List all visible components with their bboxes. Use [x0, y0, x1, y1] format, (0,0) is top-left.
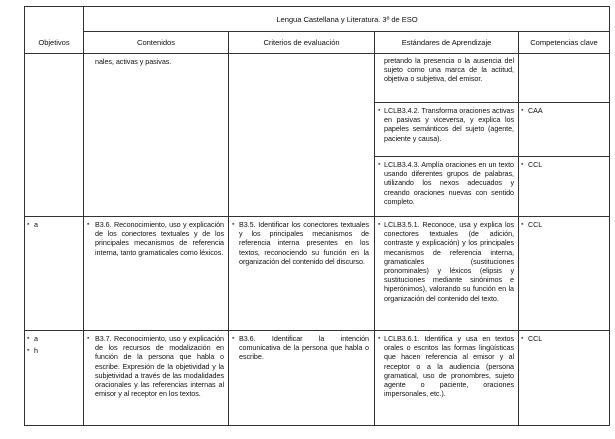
contenido-text: nales, activas y pasivas. — [95, 57, 172, 66]
bullet-icon: ▪ — [378, 221, 381, 228]
objetivo-text: a — [34, 334, 38, 343]
standard-divider — [374, 102, 610, 103]
competencia-text: CCL — [528, 220, 543, 229]
column-header-estandares: Estándares de Aprendizaje — [401, 38, 492, 47]
estandar-text: LCLB3.5.1. Reconoce, usa y explica los conectores textuales (de adición, contraste y explicación) y los principales mecanismos de referencia interna, gramaticales (sustituciones pronominales) y léxicos (elipsis y sustituciones mediante sinónimos e hiperónimos), valorando su función en la organización del contenido del texto. — [384, 220, 514, 303]
criterio-text: B3.5. Identificar los conectores textuales y los principales mecanismos de referencia interna presentes en los textos, reconociendo su función en la organización del contenido del discurso. — [239, 220, 369, 266]
row-divider — [24, 216, 610, 217]
bullet-icon: ▪ — [27, 335, 30, 342]
contenido-text: B3.6. Reconocimiento, uso y explicación de los conectores textuales y de los principales mecanismos de referencia interna, tanto gramaticales como léxicos. — [95, 220, 224, 257]
column-divider — [518, 31, 519, 426]
table-title: Lengua Castellana y Literatura. 3º de ESO — [276, 15, 418, 24]
competencia-text: CCL — [528, 334, 543, 343]
table-border-bottom — [24, 425, 610, 426]
bullet-icon: ▪ — [521, 107, 524, 114]
curriculum-table — [24, 6, 610, 426]
bullet-icon: ▪ — [232, 221, 235, 228]
bullet-icon: ▪ — [378, 335, 381, 342]
competencia-text: CCL — [528, 160, 543, 169]
bullet-icon: ▪ — [27, 347, 30, 354]
bullet-icon: ▪ — [378, 107, 381, 114]
header-divider — [83, 31, 610, 32]
contenido-text: B3.7. Reconocimiento, uso y explicación de los recursos de modalización en función de la persona que habla o escribe. Expresión de la objetividad y la subjetividad a través de las modalidades oracionales y las referencias internas al emisor y al receptor en los textos. — [95, 334, 224, 399]
bullet-icon: ▪ — [27, 221, 30, 228]
objetivo-text: h — [34, 346, 38, 355]
bullet-icon: ▪ — [521, 335, 524, 342]
column-header-objetivos: Objetivos — [38, 38, 70, 47]
objetivo-text: a — [34, 220, 38, 229]
estandar-text: pretando la presencia o la ausencia del sujeto como una marca de la actitud, objetiva o subjetiva, del emisor. — [384, 56, 514, 84]
column-divider — [228, 31, 229, 426]
bullet-icon: ▪ — [378, 161, 381, 168]
estandar-text: LCLB3.6.1. Identifica y usa en textos orales o escritos las formas lingüísticas que hacen referencia al emisor y al receptor o a la audiencia (persona gramatical, uso de pronombres, sujeto agente o paciente, oraciones impersonales, etc.). — [384, 334, 514, 399]
bullet-icon: ▪ — [521, 221, 524, 228]
column-header-contenidos: Contenidos — [137, 38, 175, 47]
header-bottom-rule — [24, 53, 610, 54]
estandar-text: LCLB3.4.3. Amplía oraciones en un texto usando diferentes grupos de palabras, utilizando los nexos adecuados y creando oraciones nuevas con sentido completo. — [384, 160, 514, 206]
bullet-icon: ▪ — [87, 221, 90, 228]
bullet-icon: ▪ — [521, 161, 524, 168]
row-divider — [24, 330, 610, 331]
bullet-icon: ▪ — [87, 335, 90, 342]
table-border-top — [24, 6, 610, 7]
column-header-competencias: Competencias clave — [530, 38, 598, 47]
column-divider — [374, 31, 375, 426]
competencia-text: CAA — [528, 106, 543, 115]
bullet-icon: ▪ — [232, 335, 235, 342]
column-header-criterios: Criterios de evaluación — [263, 38, 340, 47]
standard-divider — [374, 156, 610, 157]
estandar-text: LCLB3.4.2. Transforma oraciones activas en pasivas y viceversa, y explica los papeles semánticos del sujeto (agente, paciente y causa). — [384, 106, 514, 143]
criterio-text: B3.6. Identificar la intención comunicativa de la persona que habla o escribe. — [239, 334, 369, 362]
